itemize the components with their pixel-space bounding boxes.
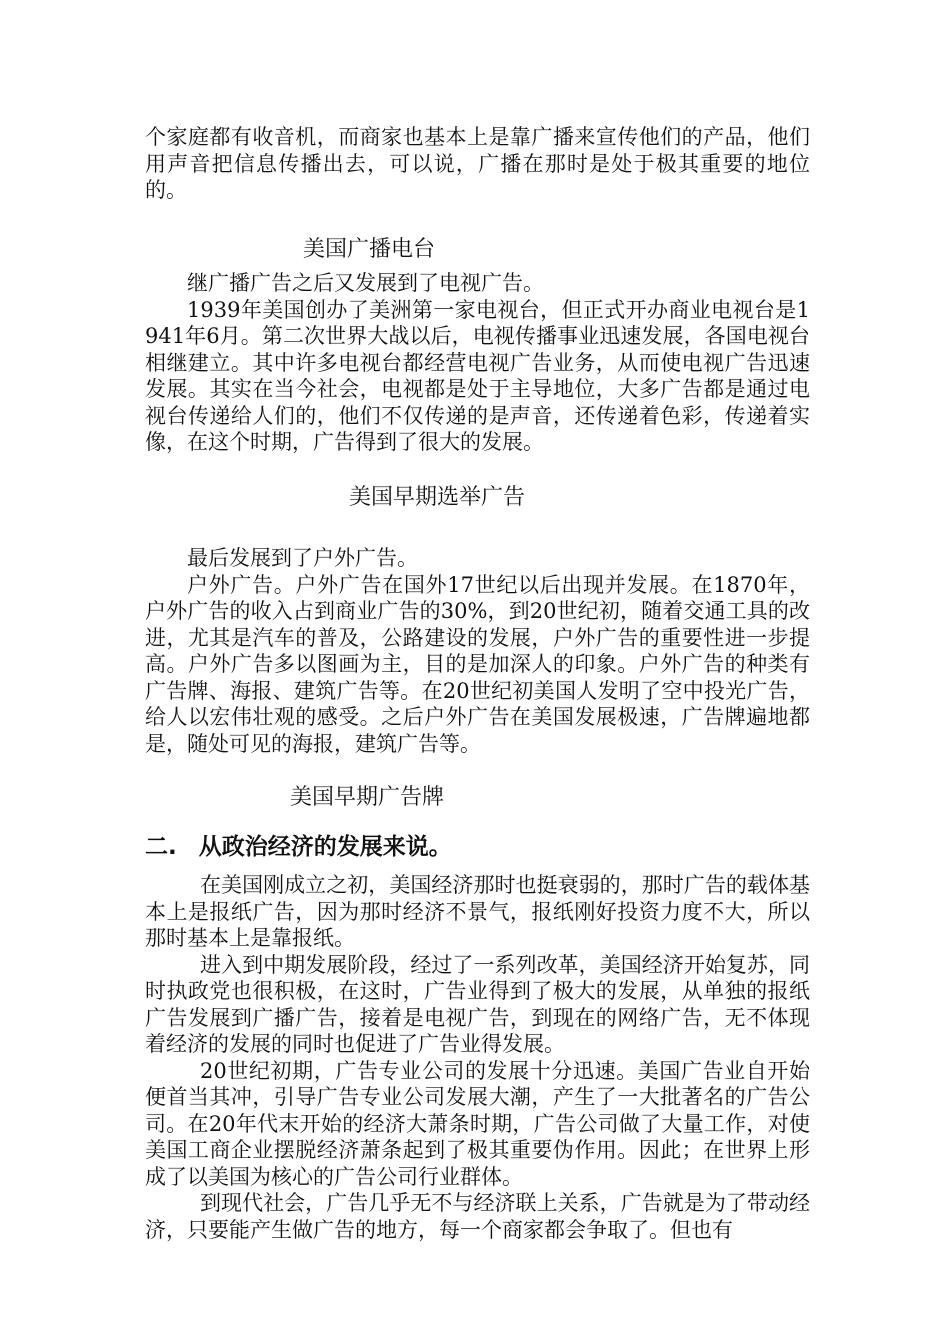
intro-paragraph: 个家庭都有收音机，而商家也基本上是靠广播来宣传他们的产品，他们用声音把信息传播出去，可以说，广播在那时是处于极其重要的地位的。 xyxy=(145,125,810,202)
economy-paragraph-1: 在美国刚成立之初，美国经济那时也挺衰弱的，那时广告的载体基本上是报纸广告，因为那时经济不景气，报纸刚好投资力度不大，所以那时基本上是靠报纸。 xyxy=(145,873,810,950)
tv-section-block xyxy=(145,270,810,456)
outdoor-paragraph-2: 户外广告。户外广告在国外17世纪以后出现并发展。在1870年，户外广告的收入占到商业广告的30%，到20世纪初，随着交通工具的改进，尤其是汽车的普及，公路建设的发展，户外广告的重要性进一步提高。户外广告多以图画为主，目的是加深人的印象。户外广告的种类有广告牌、海报、建筑广告等。在20世纪初美国人发明了空中投光广告，给人以宏伟壮观的感受。之后户外广告在美国发展极速，广告牌遍地都是，随处可见的海报，建筑广告等。 xyxy=(145,572,810,756)
economy-paragraph-4: 到现代社会，广告几乎无不与经济联上关系，广告就是为了带动经济，只要能产生做广告的地方，每一个商家都会争取了。但也有 xyxy=(145,1191,810,1242)
economy-paragraph-3: 20世纪初期，广告专业公司的发展十分迅速。美国广告业自开始便首当其冲，引导广告专业公司发展大潮，产生了一大批著名的广告公司。在20年代末开始的经济大萧条时期，广告公司做了大量工作，对使美国工商企业摆脱经济萧条起到了极其重要伪作用。因此；在世界上形成了以美国为核心的广告公司行业群体。 xyxy=(145,1058,810,1189)
tv-paragraph-1: 继广播广告之后又发展到了电视广告。 xyxy=(187,271,544,295)
outdoor-section-block xyxy=(145,545,810,757)
intro-paragraph-block xyxy=(145,124,810,204)
economy-section-block xyxy=(145,872,810,1243)
section-two-heading xyxy=(145,832,452,862)
outdoor-paragraph-1: 最后发展到了户外广告。 xyxy=(187,546,418,570)
economy-paragraph-2: 进入到中期发展阶段，经过了一系列改革，美国经济开始复苏，同时执政党也很积极，在这时，广告业得到了极大的发展，从单独的报纸广告发展到广播广告，接着是电视广告，到现在的网络广告，无不体现着经济的发展的同时也促进了广告业得发展。 xyxy=(145,952,810,1056)
caption-us-early-election-ad: 美国早期选举广告 xyxy=(349,485,526,510)
section-two-title: 从政治经济的发展来说。 xyxy=(198,834,452,860)
caption-us-radio-station: 美国广播电台 xyxy=(303,237,436,262)
section-two-number: 二. xyxy=(145,834,177,860)
tv-paragraph-2: 1939年美国创办了美洲第一家电视台，但正式开办商业电视台是1941年6月。第二次世界大战以后，电视传播事业迅速发展，各国电视台相继建立。其中许多电视台都经营电视广告业务，从而使电视广告迅速发展。其实在当今社会，电视都是处于主导地位，大多广告都是通过电视台传递给人们的，他们不仅传递的是声音，还传递着色彩，传递着实像，在这个时期，广告得到了很大的发展。 xyxy=(145,297,810,454)
caption-us-early-billboard: 美国早期广告牌 xyxy=(290,785,445,810)
